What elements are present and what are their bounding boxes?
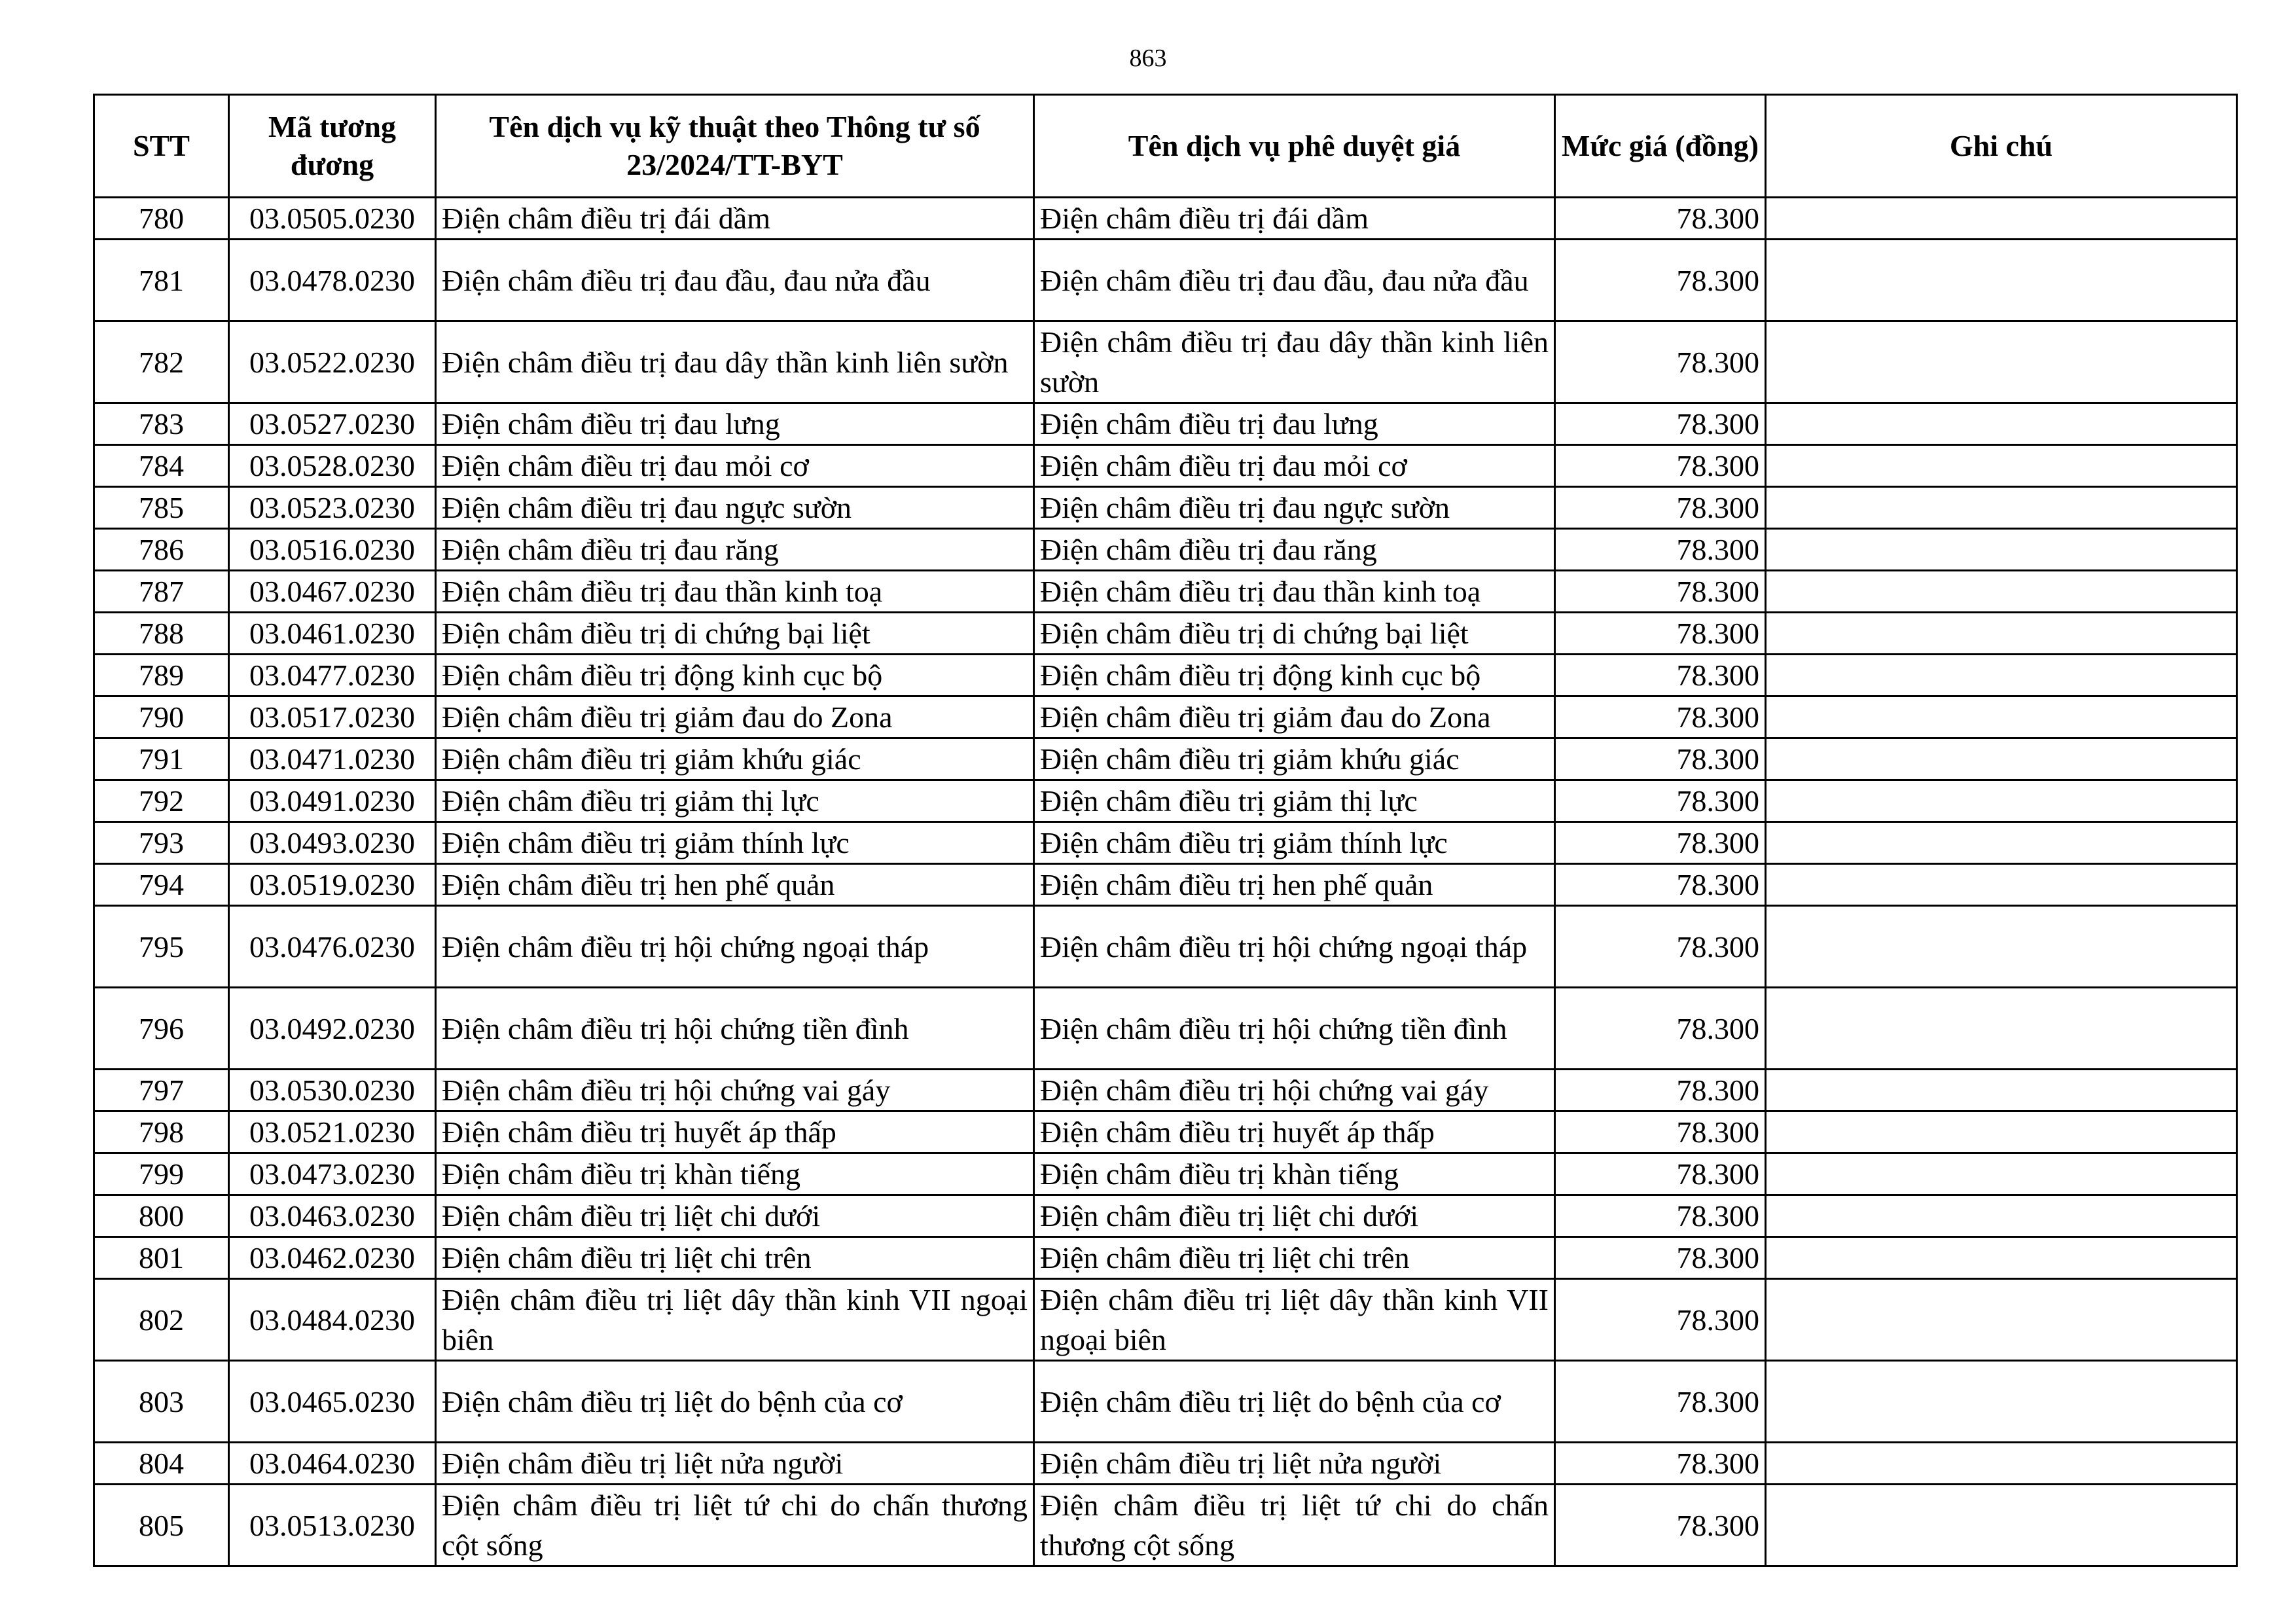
cell-technical-name: Điện châm điều trị đái dầm — [436, 198, 1034, 240]
cell-price: 78.300 — [1555, 198, 1766, 240]
cell-code: 03.0521.0230 — [229, 1111, 436, 1153]
cell-note — [1766, 321, 2237, 403]
cell-code: 03.0478.0230 — [229, 240, 436, 321]
cell-code: 03.0492.0230 — [229, 988, 436, 1070]
table-row — [94, 198, 2237, 240]
cell-price: 78.300 — [1555, 240, 1766, 321]
cell-technical-name: Điện châm điều trị di chứng bại liệt — [436, 613, 1034, 655]
table-row — [94, 1443, 2237, 1485]
cell-note — [1766, 1111, 2237, 1153]
cell-note — [1766, 738, 2237, 780]
cell-price: 78.300 — [1555, 906, 1766, 988]
cell-price: 78.300 — [1555, 1279, 1766, 1361]
cell-approved-name: Điện châm điều trị đau đầu, đau nửa đầu — [1034, 240, 1555, 321]
cell-stt: 795 — [94, 906, 229, 988]
cell-code: 03.0491.0230 — [229, 780, 436, 822]
cell-approved-name: Điện châm điều trị hội chứng vai gáy — [1034, 1070, 1555, 1111]
cell-price: 78.300 — [1555, 529, 1766, 571]
cell-stt: 798 — [94, 1111, 229, 1153]
cell-approved-name: Điện châm điều trị liệt do bệnh của cơ — [1034, 1361, 1555, 1443]
cell-price: 78.300 — [1555, 1485, 1766, 1566]
table-row — [94, 696, 2237, 738]
cell-approved-name: Điện châm điều trị liệt dây thần kinh VII ngoại biên — [1034, 1279, 1555, 1361]
cell-stt: 803 — [94, 1361, 229, 1443]
cell-approved-name: Điện châm điều trị đau răng — [1034, 529, 1555, 571]
table-row — [94, 1279, 2237, 1361]
cell-stt: 784 — [94, 445, 229, 487]
cell-stt: 799 — [94, 1153, 229, 1195]
cell-price: 78.300 — [1555, 1361, 1766, 1443]
cell-code: 03.0530.0230 — [229, 1070, 436, 1111]
cell-approved-name: Điện châm điều trị đau mỏi cơ — [1034, 445, 1555, 487]
cell-technical-name: Điện châm điều trị đau dây thần kinh liên sườn — [436, 321, 1034, 403]
cell-approved-name: Điện châm điều trị hội chứng ngoại tháp — [1034, 906, 1555, 988]
table-row — [94, 1153, 2237, 1195]
cell-technical-name: Điện châm điều trị liệt nửa người — [436, 1443, 1034, 1485]
cell-approved-name: Điện châm điều trị hội chứng tiền đình — [1034, 988, 1555, 1070]
cell-approved-name: Điện châm điều trị hen phế quản — [1034, 864, 1555, 906]
cell-technical-name: Điện châm điều trị huyết áp thấp — [436, 1111, 1034, 1153]
cell-stt: 792 — [94, 780, 229, 822]
cell-technical-name: Điện châm điều trị đau thần kinh toạ — [436, 571, 1034, 613]
cell-technical-name: Điện châm điều trị đau lưng — [436, 403, 1034, 445]
cell-stt: 781 — [94, 240, 229, 321]
cell-price: 78.300 — [1555, 696, 1766, 738]
cell-technical-name: Điện châm điều trị giảm đau do Zona — [436, 696, 1034, 738]
cell-note — [1766, 571, 2237, 613]
cell-code: 03.0517.0230 — [229, 696, 436, 738]
cell-price: 78.300 — [1555, 988, 1766, 1070]
cell-stt: 788 — [94, 613, 229, 655]
cell-technical-name: Điện châm điều trị liệt dây thần kinh VII ngoại biên — [436, 1279, 1034, 1361]
cell-note — [1766, 988, 2237, 1070]
cell-price: 78.300 — [1555, 613, 1766, 655]
cell-approved-name: Điện châm điều trị giảm khứu giác — [1034, 738, 1555, 780]
cell-price: 78.300 — [1555, 1111, 1766, 1153]
cell-price: 78.300 — [1555, 403, 1766, 445]
cell-technical-name: Điện châm điều trị hội chứng ngoại tháp — [436, 906, 1034, 988]
cell-technical-name: Điện châm điều trị đau ngực sườn — [436, 487, 1034, 529]
cell-stt: 791 — [94, 738, 229, 780]
table-row — [94, 1237, 2237, 1279]
table-row — [94, 487, 2237, 529]
cell-approved-name: Điện châm điều trị giảm đau do Zona — [1034, 696, 1555, 738]
table-row — [94, 738, 2237, 780]
cell-technical-name: Điện châm điều trị giảm khứu giác — [436, 738, 1034, 780]
cell-code: 03.0473.0230 — [229, 1153, 436, 1195]
cell-note — [1766, 822, 2237, 864]
table-row — [94, 906, 2237, 988]
cell-stt: 787 — [94, 571, 229, 613]
cell-approved-name: Điện châm điều trị liệt chi trên — [1034, 1237, 1555, 1279]
cell-code: 03.0463.0230 — [229, 1195, 436, 1237]
cell-stt: 796 — [94, 988, 229, 1070]
cell-technical-name: Điện châm điều trị đau đầu, đau nửa đầu — [436, 240, 1034, 321]
table-row — [94, 529, 2237, 571]
cell-note — [1766, 198, 2237, 240]
cell-technical-name: Điện châm điều trị liệt chi trên — [436, 1237, 1034, 1279]
table-row — [94, 445, 2237, 487]
cell-code: 03.0519.0230 — [229, 864, 436, 906]
cell-code: 03.0465.0230 — [229, 1361, 436, 1443]
table-row — [94, 988, 2237, 1070]
cell-approved-name: Điện châm điều trị giảm thị lực — [1034, 780, 1555, 822]
cell-approved-name: Điện châm điều trị khàn tiếng — [1034, 1153, 1555, 1195]
cell-stt: 786 — [94, 529, 229, 571]
cell-stt: 805 — [94, 1485, 229, 1566]
cell-note — [1766, 1195, 2237, 1237]
cell-code: 03.0461.0230 — [229, 613, 436, 655]
cell-stt: 802 — [94, 1279, 229, 1361]
table-row — [94, 321, 2237, 403]
cell-stt: 790 — [94, 696, 229, 738]
table-row — [94, 1485, 2237, 1566]
table-row — [94, 1111, 2237, 1153]
cell-price: 78.300 — [1555, 1070, 1766, 1111]
cell-approved-name: Điện châm điều trị đau thần kinh toạ — [1034, 571, 1555, 613]
cell-stt: 780 — [94, 198, 229, 240]
cell-note — [1766, 240, 2237, 321]
header-code: Mã tương đương — [229, 95, 436, 198]
cell-approved-name: Điện châm điều trị liệt tứ chi do chấn thương cột sống — [1034, 1485, 1555, 1566]
cell-stt: 800 — [94, 1195, 229, 1237]
cell-stt: 793 — [94, 822, 229, 864]
cell-technical-name: Điện châm điều trị hội chứng tiền đình — [436, 988, 1034, 1070]
cell-price: 78.300 — [1555, 571, 1766, 613]
header-technical-name: Tên dịch vụ kỹ thuật theo Thông tư số 23/2024/TT-BYT — [436, 95, 1034, 198]
cell-note — [1766, 445, 2237, 487]
cell-note — [1766, 906, 2237, 988]
cell-code: 03.0467.0230 — [229, 571, 436, 613]
cell-price: 78.300 — [1555, 1153, 1766, 1195]
table-row — [94, 1361, 2237, 1443]
cell-technical-name: Điện châm điều trị liệt do bệnh của cơ — [436, 1361, 1034, 1443]
cell-approved-name: Điện châm điều trị đau dây thần kinh liên sườn — [1034, 321, 1555, 403]
cell-note — [1766, 487, 2237, 529]
cell-technical-name: Điện châm điều trị động kinh cục bộ — [436, 655, 1034, 696]
table-header-row — [94, 95, 2237, 198]
header-stt: STT — [94, 95, 229, 198]
cell-price: 78.300 — [1555, 321, 1766, 403]
cell-code: 03.0484.0230 — [229, 1279, 436, 1361]
table-row — [94, 403, 2237, 445]
cell-note — [1766, 529, 2237, 571]
cell-code: 03.0464.0230 — [229, 1443, 436, 1485]
table-row — [94, 1070, 2237, 1111]
cell-note — [1766, 864, 2237, 906]
cell-price: 78.300 — [1555, 738, 1766, 780]
cell-note — [1766, 780, 2237, 822]
cell-technical-name: Điện châm điều trị đau răng — [436, 529, 1034, 571]
cell-code: 03.0493.0230 — [229, 822, 436, 864]
cell-technical-name: Điện châm điều trị liệt chi dưới — [436, 1195, 1034, 1237]
price-table — [93, 94, 2238, 1567]
cell-stt: 801 — [94, 1237, 229, 1279]
header-approved-name: Tên dịch vụ phê duyệt giá — [1034, 95, 1555, 198]
cell-approved-name: Điện châm điều trị đái dầm — [1034, 198, 1555, 240]
cell-note — [1766, 1279, 2237, 1361]
cell-stt: 785 — [94, 487, 229, 529]
cell-code: 03.0477.0230 — [229, 655, 436, 696]
cell-code: 03.0505.0230 — [229, 198, 436, 240]
cell-technical-name: Điện châm điều trị hội chứng vai gáy — [436, 1070, 1034, 1111]
cell-approved-name: Điện châm điều trị liệt nửa người — [1034, 1443, 1555, 1485]
cell-note — [1766, 696, 2237, 738]
cell-note — [1766, 655, 2237, 696]
cell-note — [1766, 403, 2237, 445]
cell-technical-name: Điện châm điều trị liệt tứ chi do chấn thương cột sống — [436, 1485, 1034, 1566]
cell-code: 03.0471.0230 — [229, 738, 436, 780]
cell-technical-name: Điện châm điều trị giảm thị lực — [436, 780, 1034, 822]
cell-note — [1766, 613, 2237, 655]
cell-price: 78.300 — [1555, 1443, 1766, 1485]
header-price: Mức giá (đồng) — [1555, 95, 1766, 198]
cell-approved-name: Điện châm điều trị huyết áp thấp — [1034, 1111, 1555, 1153]
cell-stt: 794 — [94, 864, 229, 906]
table-row — [94, 780, 2237, 822]
cell-approved-name: Điện châm điều trị đau lưng — [1034, 403, 1555, 445]
cell-note — [1766, 1153, 2237, 1195]
cell-stt: 797 — [94, 1070, 229, 1111]
cell-approved-name: Điện châm điều trị giảm thính lực — [1034, 822, 1555, 864]
header-note: Ghi chú — [1766, 95, 2237, 198]
cell-code: 03.0516.0230 — [229, 529, 436, 571]
cell-price: 78.300 — [1555, 1195, 1766, 1237]
table-body — [94, 198, 2237, 1566]
table-row — [94, 1195, 2237, 1237]
cell-note — [1766, 1485, 2237, 1566]
cell-stt: 783 — [94, 403, 229, 445]
table-row — [94, 240, 2237, 321]
cell-price: 78.300 — [1555, 1237, 1766, 1279]
cell-note — [1766, 1443, 2237, 1485]
cell-approved-name: Điện châm điều trị đau ngực sườn — [1034, 487, 1555, 529]
cell-code: 03.0522.0230 — [229, 321, 436, 403]
table-row — [94, 822, 2237, 864]
cell-price: 78.300 — [1555, 487, 1766, 529]
cell-code: 03.0528.0230 — [229, 445, 436, 487]
cell-stt: 789 — [94, 655, 229, 696]
cell-code: 03.0513.0230 — [229, 1485, 436, 1566]
cell-code: 03.0476.0230 — [229, 906, 436, 988]
cell-note — [1766, 1070, 2237, 1111]
table-row — [94, 655, 2237, 696]
cell-stt: 804 — [94, 1443, 229, 1485]
cell-note — [1766, 1361, 2237, 1443]
cell-approved-name: Điện châm điều trị liệt chi dưới — [1034, 1195, 1555, 1237]
table-row — [94, 613, 2237, 655]
cell-technical-name: Điện châm điều trị khàn tiếng — [436, 1153, 1034, 1195]
cell-price: 78.300 — [1555, 655, 1766, 696]
cell-price: 78.300 — [1555, 864, 1766, 906]
cell-price: 78.300 — [1555, 445, 1766, 487]
page-number: 863 — [1129, 45, 1167, 72]
cell-code: 03.0523.0230 — [229, 487, 436, 529]
cell-code: 03.0527.0230 — [229, 403, 436, 445]
cell-stt: 782 — [94, 321, 229, 403]
table-row — [94, 864, 2237, 906]
cell-technical-name: Điện châm điều trị hen phế quản — [436, 864, 1034, 906]
cell-note — [1766, 1237, 2237, 1279]
cell-price: 78.300 — [1555, 780, 1766, 822]
table-row — [94, 571, 2237, 613]
cell-price: 78.300 — [1555, 822, 1766, 864]
cell-code: 03.0462.0230 — [229, 1237, 436, 1279]
cell-approved-name: Điện châm điều trị di chứng bại liệt — [1034, 613, 1555, 655]
cell-approved-name: Điện châm điều trị động kinh cục bộ — [1034, 655, 1555, 696]
cell-technical-name: Điện châm điều trị giảm thính lực — [436, 822, 1034, 864]
cell-technical-name: Điện châm điều trị đau mỏi cơ — [436, 445, 1034, 487]
